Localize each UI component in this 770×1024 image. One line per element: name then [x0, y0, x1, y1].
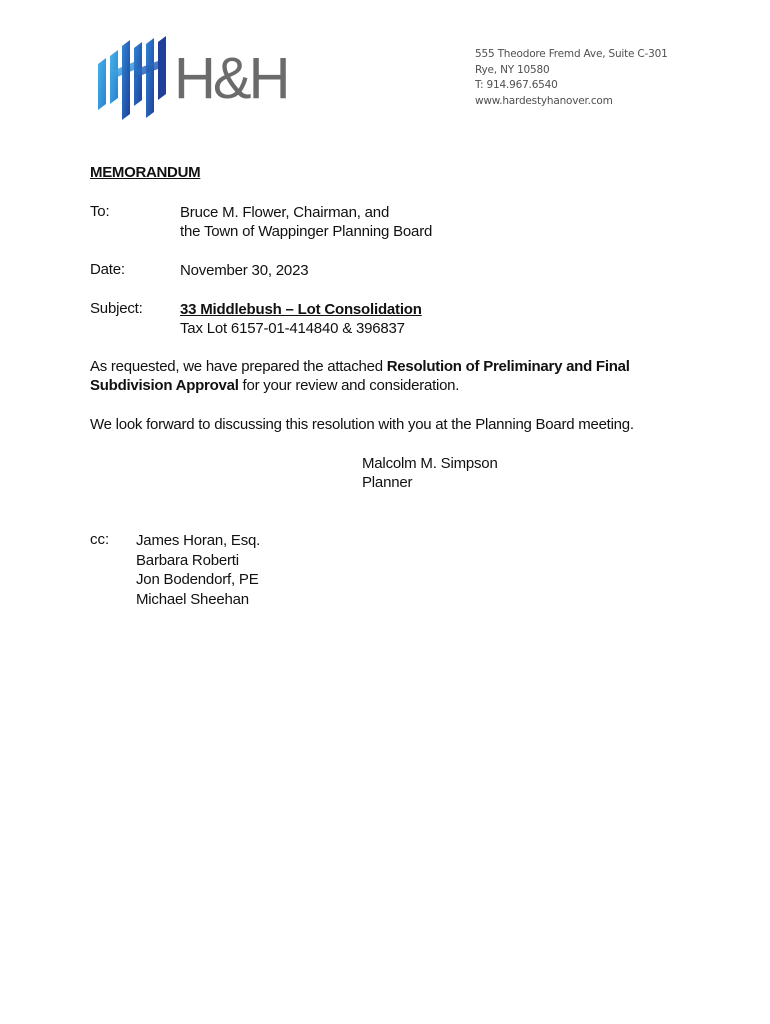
cc-label: cc: [90, 531, 110, 548]
signature-name: Malcolm M. Simpson [362, 455, 498, 472]
phone-number: T: 914.967.6540 [475, 79, 558, 91]
memo-title: MEMORANDUM [90, 164, 201, 181]
to-line-2: the Town of Wappinger Planning Board [180, 223, 433, 240]
company-logo [94, 34, 294, 124]
cc-recipient: Jon Bodendorf, PE [136, 571, 259, 588]
date-label: Date: [90, 261, 125, 278]
logo-text: H&H [174, 46, 288, 111]
para1-bold: Resolution of Preliminary and Final Subdivision Approval [90, 358, 630, 394]
address-line-2: Rye, NY 10580 [475, 63, 550, 76]
hh-logo-icon [94, 34, 294, 124]
signature-block [362, 454, 498, 492]
subject-tax-lot: Tax Lot 6157-01-414840 & 396837 [180, 320, 405, 337]
website-link[interactable]: www.hardestyhanover.com [475, 94, 613, 107]
letterhead-address [475, 47, 668, 109]
cc-recipient: James Horan, Esq. [136, 532, 261, 549]
cc-recipient: Michael Sheehan [136, 590, 249, 608]
address-line-1: 555 Theodore Fremd Ave, Suite C-301 [475, 48, 668, 60]
subject-label: Subject: [90, 300, 143, 317]
signature-title: Planner [362, 474, 413, 491]
cc-recipient: Barbara Roberti [136, 551, 239, 569]
to-value [180, 203, 432, 241]
body-paragraph-1 [90, 357, 690, 395]
para1-post: for your review and consideration. [238, 377, 460, 394]
para1-pre: As requested, we have prepared the attached [90, 358, 387, 375]
body-paragraph-2: We look forward to discussing this resolution with you at the Planning Board meeting. [90, 416, 634, 433]
subject-title: 33 Middlebush – Lot Consolidation [180, 301, 422, 318]
date-value: November 30, 2023 [180, 262, 309, 279]
to-label: To: [90, 203, 110, 220]
to-line-1: Bruce M. Flower, Chairman, and [180, 204, 390, 221]
cc-list [136, 531, 260, 609]
subject-value [180, 300, 422, 338]
